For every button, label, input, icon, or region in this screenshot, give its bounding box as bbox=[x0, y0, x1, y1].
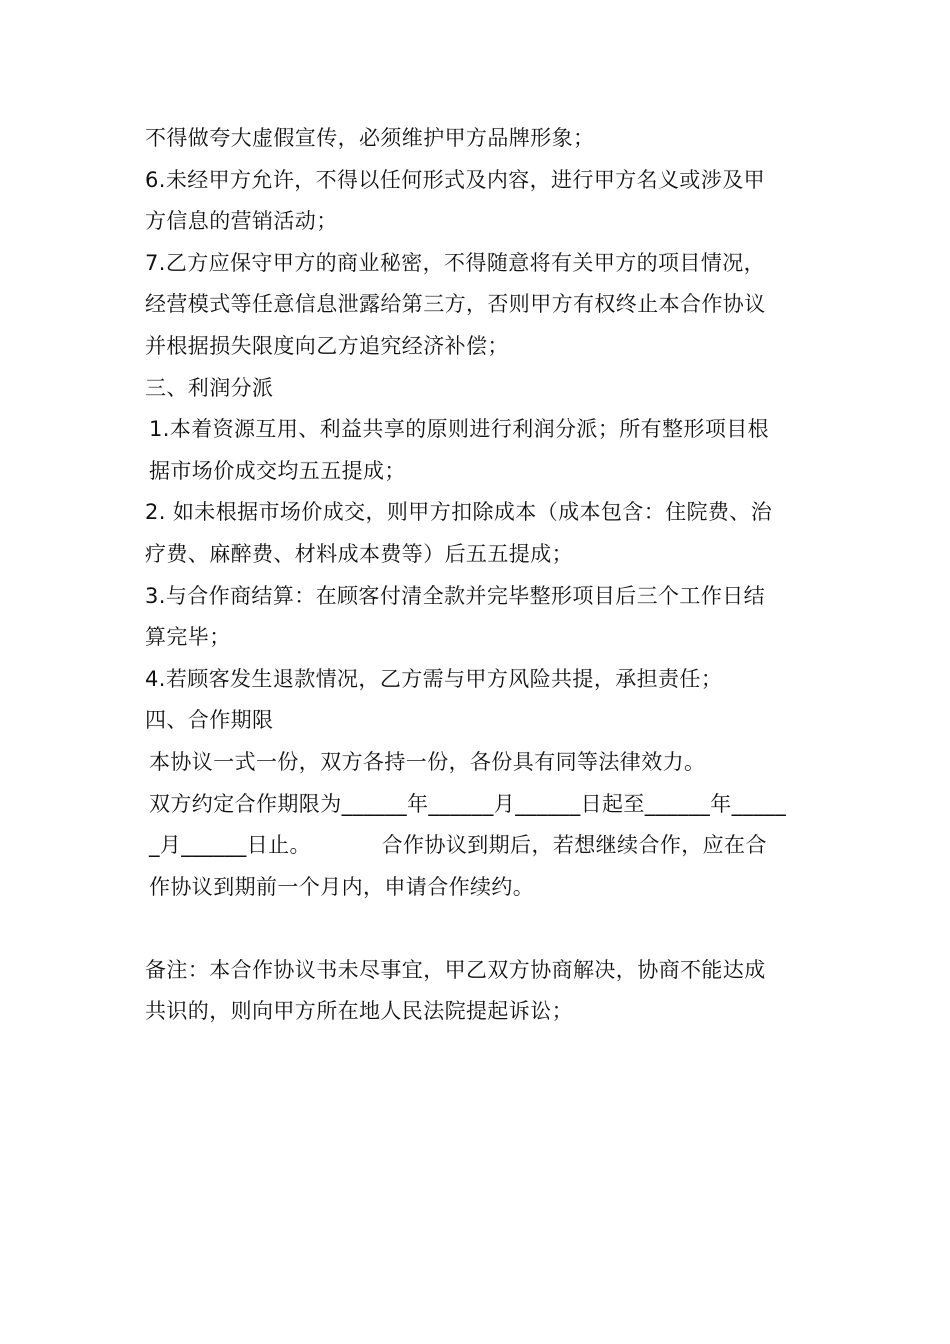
term-clause-1-line: 本协议一式一份，双方各持一份，各份具有同等法律效力。 bbox=[149, 749, 706, 774]
remark-line-2: 共识的，则向甲方所在地人民法院提起诉讼； bbox=[145, 999, 573, 1024]
profit-clause-2-line-2: 疗费、麻醉费、材料成本费等）后五五提成； bbox=[145, 541, 573, 566]
term-clause-2-line-2: _月______日止。 合作协议到期后，若想继续合作，应在合 bbox=[149, 833, 767, 858]
clause-7-line-2: 经营模式等任意信息泄露给第三方，否则甲方有权终止本合作协议 bbox=[145, 292, 766, 317]
section-heading-profit: 三、利润分派 bbox=[145, 375, 274, 400]
remark-line-1: 备注：本合作协议书未尽事宜，甲乙双方协商解决，协商不能达成 bbox=[145, 957, 766, 982]
clause-6-line-2: 方信息的营销活动； bbox=[145, 209, 338, 234]
clause-7-line-1: 7.乙方应保守甲方的商业秘密，不得随意将有关甲方的项目情况， bbox=[145, 250, 766, 275]
profit-clause-3-line-1: 3.与合作商结算：在顾客付清全款并完毕整形项目后三个工作日结 bbox=[145, 583, 766, 608]
profit-clause-1-line-2: 据市场价成交均五五提成； bbox=[149, 458, 406, 483]
profit-clause-3-line-2: 算完毕； bbox=[145, 625, 231, 650]
document-body bbox=[145, 118, 810, 1033]
profit-clause-2-line-1: 2. 如未根据市场价成交，则甲方扣除成本（成本包含：住院费、治 bbox=[145, 500, 773, 525]
paragraph-line: 不得做夸大虚假宣传，必须维护甲方品牌形象； bbox=[145, 126, 595, 150]
clause-6-line-1: 6.未经甲方允许，不得以任何形式及内容，进行甲方名义或涉及甲 bbox=[145, 167, 766, 192]
profit-clause-4-line: 4.若顾客发生退款情况，乙方需与甲方风险共提，承担责任； bbox=[145, 666, 723, 691]
section-heading-term: 四、合作期限 bbox=[145, 708, 274, 733]
term-clause-2-line-1: 双方约定合作期限为______年______月______日起至______年_____ bbox=[149, 791, 787, 816]
term-clause-2-line-3: 作协议到期前一个月内，申请合作续约。 bbox=[149, 874, 535, 899]
blank-line bbox=[145, 908, 810, 950]
profit-clause-1-line-1: 1.本着资源互用、利益共享的原则进行利润分派；所有整形项目根 bbox=[149, 417, 770, 442]
clause-7-line-3: 并根据损失限度向乙方追究经济补偿； bbox=[145, 333, 509, 358]
